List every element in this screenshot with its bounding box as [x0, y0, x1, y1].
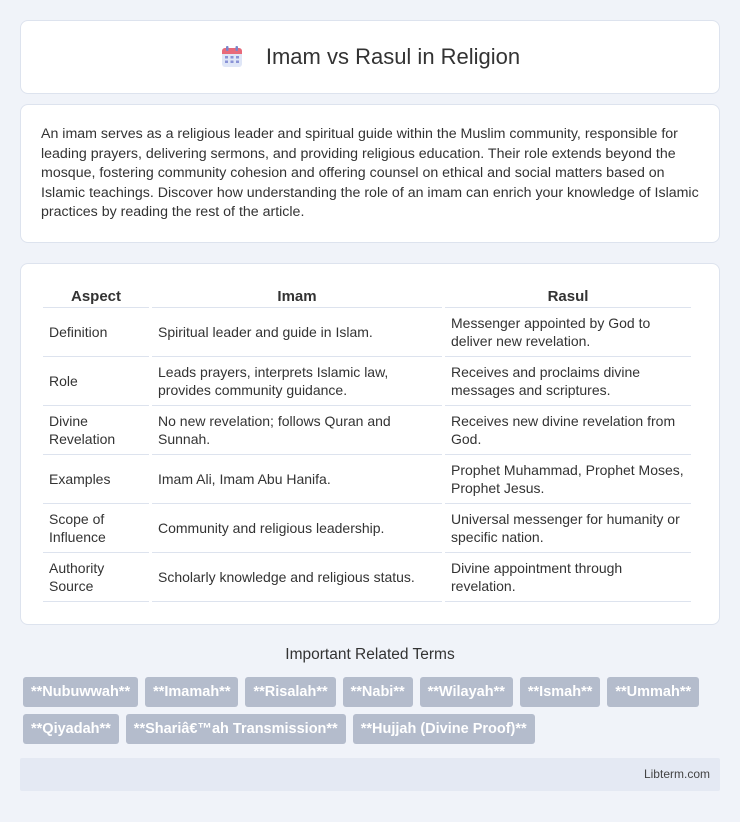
cell-rasul: Divine appointment through revelation.	[445, 553, 691, 602]
tag-shariah-transmission[interactable]: **Shariâ€™ah Transmission**	[126, 714, 346, 744]
cell-aspect: Definition	[43, 308, 149, 357]
header-aspect: Aspect	[43, 284, 149, 308]
comparison-table-card	[20, 263, 720, 625]
table-row	[43, 357, 691, 406]
cell-rasul: Receives new divine revelation from God.	[445, 406, 691, 455]
cell-rasul: Receives and proclaims divine messages and scriptures.	[445, 357, 691, 406]
cell-aspect: Role	[43, 357, 149, 406]
table-row	[43, 308, 691, 357]
table-row	[43, 504, 691, 553]
tag-nubuwwah[interactable]: **Nubuwwah**	[23, 677, 138, 707]
calendar-icon	[220, 45, 244, 69]
table-header-row	[43, 284, 691, 308]
intro-card	[20, 104, 720, 243]
tag-ummah[interactable]: **Ummah**	[607, 677, 699, 707]
tag-hujjah[interactable]: **Hujjah (Divine Proof)**	[353, 714, 535, 744]
cell-aspect: Examples	[43, 455, 149, 504]
cell-aspect: Scope of Influence	[43, 504, 149, 553]
related-terms-heading: Important Related Terms	[285, 646, 455, 663]
tag-nabi[interactable]: **Nabi**	[343, 677, 413, 707]
table-row	[43, 406, 691, 455]
tag-imamah[interactable]: **Imamah**	[145, 677, 238, 707]
title-card	[20, 20, 720, 94]
cell-imam: No new revelation; follows Quran and Sunnah.	[152, 406, 442, 455]
cell-imam: Spiritual leader and guide in Islam.	[152, 308, 442, 357]
comparison-table	[40, 284, 694, 602]
cell-rasul: Messenger appointed by God to deliver new revelation.	[445, 308, 691, 357]
header-rasul: Rasul	[445, 284, 691, 308]
table-row	[43, 455, 691, 504]
cell-imam: Leads prayers, interprets Islamic law, provides community guidance.	[152, 357, 442, 406]
page-title: Imam vs Rasul in Religion	[265, 44, 521, 69]
tag-wilayah[interactable]: **Wilayah**	[420, 677, 513, 707]
tag-risalah[interactable]: **Risalah**	[245, 677, 335, 707]
cell-rasul: Prophet Muhammad, Prophet Moses, Prophet Jesus.	[445, 455, 691, 504]
footer-bar	[20, 758, 720, 791]
cell-rasul: Universal messenger for humanity or specific nation.	[445, 504, 691, 553]
tag-qiyadah[interactable]: **Qiyadah**	[23, 714, 119, 744]
tag-ismah[interactable]: **Ismah**	[520, 677, 600, 707]
cell-imam: Community and religious leadership.	[152, 504, 442, 553]
intro-paragraph: An imam serves as a religious leader and spiritual guide within the Muslim community, responsible for leading prayers, delivering sermons, and providing religious education. Their role extends beyond the mosque, fostering community cohesion and offering counsel on ethical and social matters based on Islamic teachings. Discover how understanding the role of an imam can enrich your knowledge of Islamic practices by reading the rest of the article.	[41, 126, 699, 221]
cell-aspect: Divine Revelation	[43, 406, 149, 455]
related-terms-tags	[23, 677, 723, 744]
cell-imam: Scholarly knowledge and religious status.	[152, 553, 442, 602]
header-imam: Imam	[152, 284, 442, 308]
cell-aspect: Authority Source	[43, 553, 149, 602]
table-row	[43, 553, 691, 602]
footer-site-link[interactable]: Libterm.com	[643, 767, 710, 781]
cell-imam: Imam Ali, Imam Abu Hanifa.	[152, 455, 442, 504]
